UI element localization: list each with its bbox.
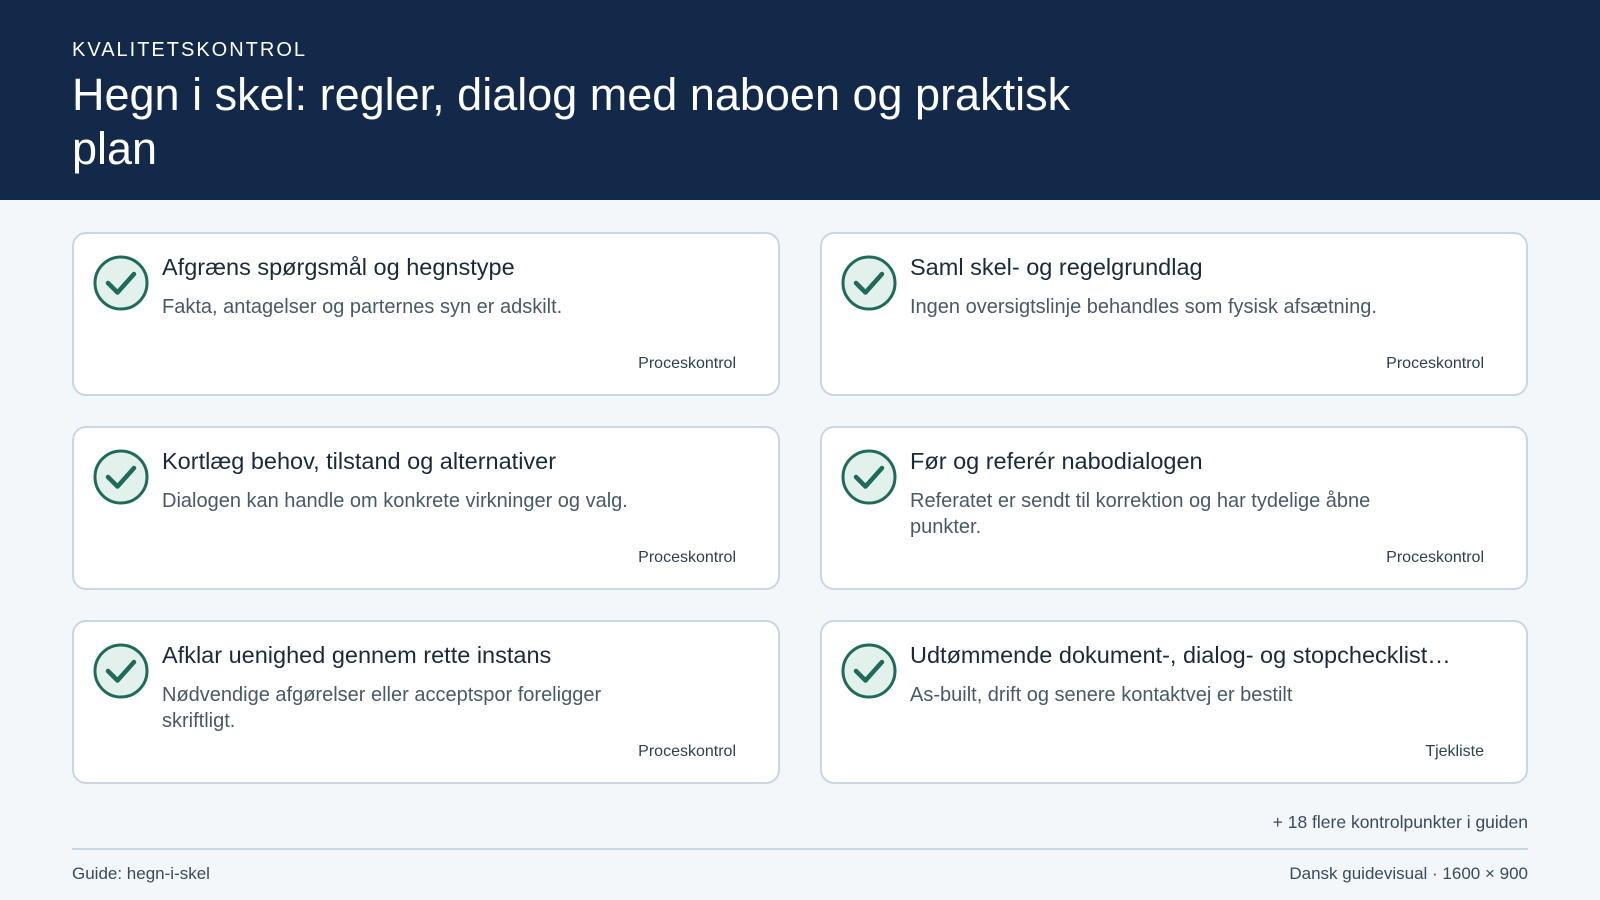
card-tag: Proceskontrol — [1386, 355, 1484, 372]
check-circle-icon — [840, 642, 898, 700]
card-description: Referatet er sendt til korrektion og har tydelige åbne punkter. — [910, 490, 1371, 538]
card-description: Dialogen kan handle om konkrete virkninger og valg. — [162, 490, 628, 512]
card-description: Nødvendige afgørelser eller acceptspor foreligger skriftligt. — [162, 684, 602, 732]
header-kicker: KVALITETSKONTROL — [72, 39, 308, 61]
card-description: As-built, drift og senere kontaktvej er bestilt — [910, 684, 1293, 706]
check-circle-icon — [840, 254, 898, 312]
footer-guide-label: Guide: hegn-i-skel — [72, 864, 210, 883]
card-tag: Proceskontrol — [638, 743, 736, 760]
card-title: Saml skel- og regelgrundlag — [910, 254, 1203, 280]
checklist-card[interactable] — [72, 232, 780, 396]
card-tag: Tjekliste — [1425, 743, 1484, 760]
check-circle-icon — [92, 254, 150, 312]
card-tag: Proceskontrol — [1386, 549, 1484, 566]
card-title: Før og referér nabodialogen — [910, 448, 1203, 474]
more-checkpoints-link[interactable]: + 18 flere kontrolpunkter i guiden — [1272, 812, 1528, 832]
check-circle-icon — [92, 642, 150, 700]
checklist-card[interactable] — [72, 426, 780, 590]
card-tag: Proceskontrol — [638, 549, 736, 566]
checklist-card[interactable] — [820, 426, 1528, 590]
check-circle-icon — [92, 448, 150, 506]
checklist-card[interactable] — [72, 620, 780, 784]
card-title: Afgræns spørgsmål og hegnstype — [162, 254, 515, 280]
card-title: Kortlæg behov, tilstand og alternativer — [162, 448, 557, 474]
page-title: Hegn i skel: regler, dialog med naboen og praktisk plan — [72, 69, 1071, 174]
checklist-card[interactable] — [820, 620, 1528, 784]
card-description: Ingen oversigtslinje behandles som fysisk afsætning. — [910, 296, 1377, 318]
check-circle-icon — [840, 448, 898, 506]
footer-caption: Dansk guidevisual · 1600 × 900 — [1289, 864, 1528, 883]
card-tag: Proceskontrol — [638, 355, 736, 372]
checklist-card[interactable] — [820, 232, 1528, 396]
card-description: Fakta, antagelser og parternes syn er adskilt. — [162, 296, 563, 318]
header-banner — [0, 0, 1600, 200]
footer-divider — [72, 848, 1528, 850]
card-title: Udtømmende dokument-, dialog- og stopchecklist… — [910, 642, 1451, 668]
card-title: Afklar uenighed gennem rette instans — [162, 642, 552, 668]
checklist-grid — [72, 232, 1528, 784]
